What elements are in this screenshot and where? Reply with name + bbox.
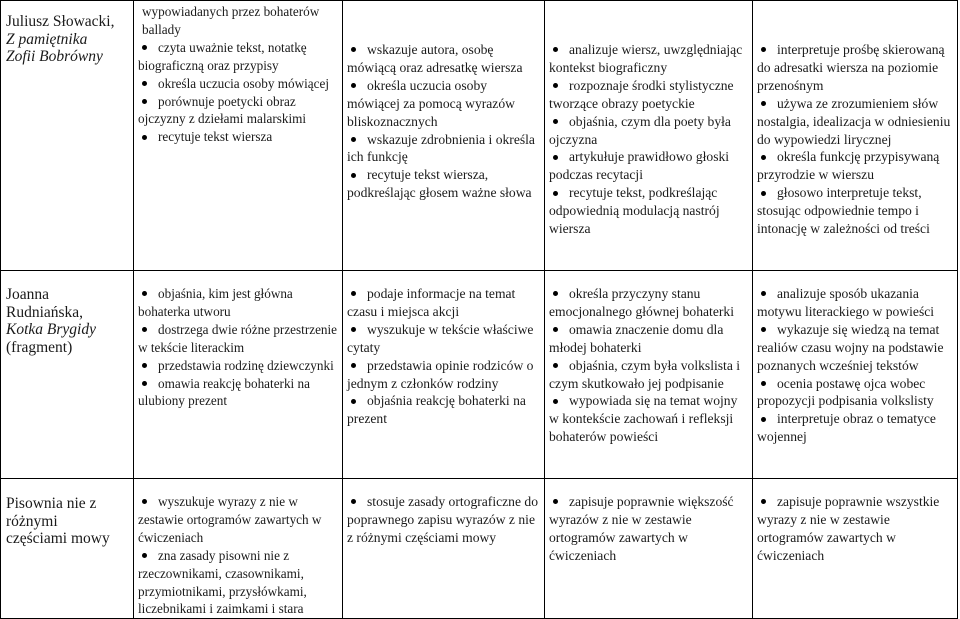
requirement-list <box>549 271 748 446</box>
list-item: analizuje wiersz, uwzględniając kontekst biograficzny <box>549 42 743 75</box>
requirement-list <box>347 271 540 428</box>
requirements-cell <box>134 1 343 271</box>
list-item: wyszukuje w tekście właściwe cytaty <box>347 321 534 355</box>
requirements-cell <box>545 479 753 619</box>
topic-line: Pisownia nie z <box>6 495 97 512</box>
table-row <box>1 479 958 619</box>
list-item: określa uczucia osoby mówiącej za pomocą wyrazów bliskoznacznych <box>347 77 515 129</box>
bullet-icon <box>761 381 766 386</box>
list-item: recytuje tekst wiersza, podkreślając głosem ważne słowa <box>347 167 532 201</box>
requirements-cell <box>134 479 343 619</box>
requirement-list <box>138 271 338 410</box>
topic-line: Joanna <box>6 286 50 303</box>
requirements-cell <box>753 271 958 479</box>
bullet-icon <box>142 499 147 504</box>
requirements-cell <box>134 271 343 479</box>
bullet-icon <box>142 327 147 332</box>
bullet-icon <box>351 399 356 404</box>
bullet-icon <box>142 99 147 104</box>
bullet-icon <box>553 363 558 368</box>
topic-line: różnymi <box>6 512 58 530</box>
topic-line: Juliusz Słowacki, <box>6 13 115 30</box>
list-item: artykułuje prawidłowo głoski podczas recytacji <box>549 149 730 183</box>
bullet-icon <box>142 291 147 296</box>
bullet-icon <box>761 191 766 196</box>
requirements-cell <box>753 479 958 619</box>
bullet-icon <box>761 291 766 296</box>
bullet-icon <box>553 155 558 160</box>
table-row <box>1 271 958 479</box>
bullet-icon <box>351 363 356 368</box>
bullet-icon <box>142 45 147 50</box>
list-item: wypowiada się na temat wojny w kontekście zachowań i refleksji bohaterów powieści <box>549 393 738 445</box>
list-item: zapisuje poprawnie wszystkie wyrazy z nie w zestawie ortogramów zawartych w ćwiczeniach <box>757 494 940 563</box>
bullet-icon <box>351 173 356 178</box>
list-item: zapisuje poprawnie większość wyrazów z nie w zestawie ortogramów zawartych w ćwiczeniach <box>549 494 734 563</box>
requirement-list <box>549 479 748 565</box>
list-item: wyszukuje wyrazy z nie w zestawie ortogramów zawartych w ćwiczeniach <box>138 494 322 545</box>
requirement-list <box>757 479 953 565</box>
list-item: analizuje sposób ukazania motywu literackiego w powieści <box>757 286 935 319</box>
bullet-icon <box>553 291 558 296</box>
list-item: omawia znaczenie domu dla młodej bohaterki <box>549 321 724 355</box>
list-item: interpretuje obraz o tematyce wojennej <box>757 411 936 445</box>
requirement-list <box>347 1 540 202</box>
continued-text: wypowiadanych przez bohaterów ballady <box>142 4 320 37</box>
bullet-icon <box>761 499 766 504</box>
topic-line: (fragment) <box>6 338 73 356</box>
topic-line: Rudniańska, <box>6 303 84 321</box>
list-item: stosuje zasady ortograficzne do poprawnego zapisu wyrazów z nie z różnymi częściami mowy <box>347 494 538 545</box>
bullet-icon <box>761 327 766 332</box>
requirements-cell <box>343 1 545 271</box>
list-item: porównuje poetycki obraz ojczyzny z dziełami malarskimi <box>138 93 307 127</box>
bullet-icon <box>761 47 766 52</box>
bullet-icon <box>142 81 147 86</box>
requirement-list <box>347 479 540 547</box>
topic-cell <box>1 479 134 619</box>
list-item: dostrzega dwie różne przestrzenie w tekście literackim <box>138 321 338 355</box>
bullet-icon <box>553 327 558 332</box>
requirement-list <box>549 1 748 238</box>
list-item: omawia reakcję bohaterki na ulubiony prezent <box>138 375 310 409</box>
topic-line: Z pamiętnika <box>6 30 88 48</box>
list-item: rozpoznaje środki stylistyczne tworzące obrazy poetyckie <box>549 77 734 111</box>
bullet-icon <box>142 553 147 558</box>
list-item: wskazuje zdrobnienia i określa ich funkcję <box>347 131 535 165</box>
bullet-icon <box>553 191 558 196</box>
bullet-icon <box>553 47 558 52</box>
table-row <box>1 1 958 271</box>
list-item: głosowo interpretuje tekst, stosując odpowiednie tempo i intonację w zależności od treści <box>757 185 930 237</box>
list-item: przedstawia rodzinę dziewczynki <box>138 357 338 375</box>
list-item: interpretuje prośbę skierowaną do adresatki wiersza na poziomie przenośnym <box>757 42 945 93</box>
list-item: recytuje tekst wiersza <box>138 128 338 146</box>
list-item: określa funkcję przypisywaną przyrodzie w wierszu <box>757 149 940 183</box>
list-item: ocenia postawę ojca wobec propozycji podpisania volkslisty <box>757 375 934 409</box>
list-item: objaśnia, czym była volkslista i czym skutkowało jej podpisanie <box>549 357 741 391</box>
topic-cell <box>1 1 134 271</box>
list-item: wykazuje się wiedzą na temat realiów czasu wojny na podstawie poznanych wcześniej tekstów <box>757 321 944 373</box>
bullet-icon <box>142 135 147 140</box>
bullet-icon <box>553 499 558 504</box>
topic-cell <box>1 271 134 479</box>
bullet-icon <box>761 155 766 160</box>
list-item: używa ze zrozumieniem słów nostalgia, idealizacja w odniesieniu do wypowiedzi lirycznej <box>757 95 951 147</box>
list-item: określa przyczyny stanu emocjonalnego głównej bohaterki <box>549 286 734 319</box>
list-item: zna zasady pisowni nie z rzeczownikami, czasownikami, przymiotnikami, przysłówkami, liczebnikami i zaimkami i stara <box>138 547 307 617</box>
requirement-list <box>138 39 338 146</box>
bullet-icon <box>142 381 147 386</box>
requirements-cell <box>545 1 753 271</box>
bullet-icon <box>351 83 356 88</box>
bullet-icon <box>553 119 558 124</box>
topic-line: Zofii Bobrówny <box>6 48 103 65</box>
list-item: określa uczucia osoby mówiącej <box>138 75 338 93</box>
requirement-list <box>138 479 338 618</box>
bullet-icon <box>142 363 147 368</box>
bullet-icon <box>553 83 558 88</box>
topic-line: częściami mowy <box>6 530 110 547</box>
list-item: objaśnia, kim jest główna bohaterka utworu <box>138 286 293 319</box>
requirements-cell <box>343 271 545 479</box>
requirement-list <box>757 1 953 238</box>
bullet-icon <box>553 399 558 404</box>
list-item: czyta uważnie tekst, notatkę biograficzną oraz przypisy <box>138 39 307 73</box>
bullet-icon <box>351 327 356 332</box>
bullet-icon <box>351 499 356 504</box>
list-item: recytuje tekst, podkreślając odpowiednią modulacją nastrój wiersza <box>549 185 720 237</box>
requirements-cell <box>753 1 958 271</box>
list-item: przedstawia opinie rodziców o jednym z członków rodziny <box>347 357 534 391</box>
bullet-icon <box>351 137 356 142</box>
bullet-icon <box>761 101 766 106</box>
bullet-icon <box>351 291 356 296</box>
list-item: objaśnia reakcję bohaterki na prezent <box>347 393 526 427</box>
list-item: podaje informacje na temat czasu i miejsca akcji <box>347 286 516 319</box>
requirements-cell <box>545 271 753 479</box>
topic-line: Kotka Brygidy <box>6 321 96 338</box>
list-item: wskazuje autora, osobę mówiącą oraz adresatkę wiersza <box>347 42 523 75</box>
list-item: objaśnia, czym dla poety była ojczyzna <box>549 113 731 147</box>
requirement-list <box>757 271 953 446</box>
bullet-icon <box>761 417 766 422</box>
bullet-icon <box>351 47 356 52</box>
requirements-cell <box>343 479 545 619</box>
